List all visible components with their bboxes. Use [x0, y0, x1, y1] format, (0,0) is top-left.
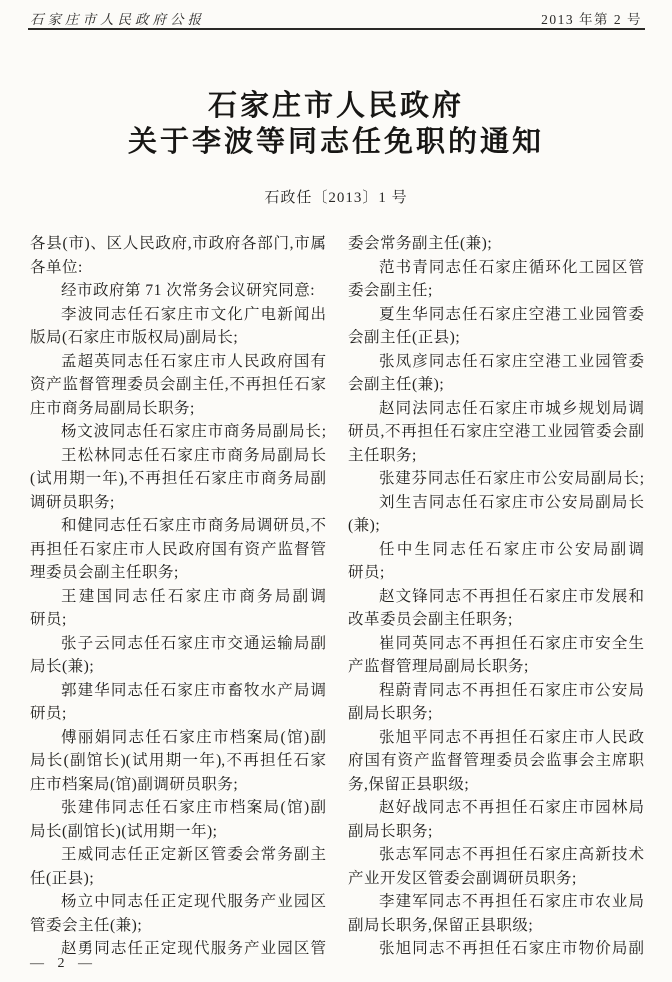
text-line: 李建军同志不再担任石家庄市农业局 — [379, 893, 644, 910]
text-line: 各县(市)、区人民政府,市政府各部门,市属 — [30, 235, 326, 252]
issue-number: 2013 年第 2 号 — [541, 12, 642, 27]
text-line: 赵好战同志不再担任石家庄市园林局 — [379, 799, 644, 816]
running-header — [30, 8, 642, 28]
text-line: 刘生吉同志任石家庄市公安局副局长 — [379, 493, 644, 511]
text-line: 赵文锋同志不再担任石家庄市发展和 — [379, 587, 644, 605]
text-line: 副局长职务; — [348, 705, 433, 722]
text-line: 研员; — [30, 705, 67, 722]
text-line: (兼); — [348, 517, 381, 534]
document-title-line2: 关于李波等同志任免职的通知 — [127, 126, 544, 158]
text-line: 局长(副馆长)(试用期一年),不再担任石家 — [30, 752, 326, 769]
text-line: 各单位: — [30, 258, 83, 276]
text-line: 崔同英同志不再担任石家庄市安全生 — [379, 634, 644, 652]
text-line: 王建国同志任石家庄市商务局副调 — [61, 587, 326, 605]
text-line: 府国有资产监督管理委员会监事会主席职 — [348, 752, 644, 769]
text-line: 理委员会副主任职务; — [30, 564, 179, 581]
publication-name: 石家庄市人民政府公报 — [30, 12, 205, 27]
text-line: 研员; — [30, 611, 67, 628]
text-line: 庄市商务局副局长职务; — [30, 399, 195, 417]
text-line: 管委会主任(兼); — [30, 916, 143, 934]
text-line: 赵同法同志任石家庄市城乡规划局调 — [379, 399, 644, 417]
page-number: — 2 — — [30, 956, 97, 971]
text-line: 范书青同志任石家庄循环化工园区管 — [379, 258, 644, 276]
left-column — [30, 232, 326, 961]
text-line: 版局(石家庄市版权局)副局长; — [30, 329, 239, 346]
text-line: 张建芬同志任石家庄市公安局副局长; — [379, 470, 644, 487]
text-line: 会副主任(兼); — [348, 376, 445, 393]
text-line: 和健同志任石家庄市商务局调研员,不 — [61, 517, 326, 534]
text-line: 资产监督管理委员会副主任,不再担任石家 — [30, 376, 326, 393]
text-line: 产监督管理局副局长职务; — [348, 658, 529, 675]
text-line: 赵勇同志任正定现代服务产业园区管 — [61, 940, 326, 957]
text-line: 傅丽娟同志任石家庄市档案局(馆)副 — [61, 728, 326, 746]
text-line: 任(正县); — [30, 869, 95, 887]
text-line: 局长(兼); — [30, 658, 95, 675]
text-line: 杨文波同志任石家庄市商务局副局长; — [61, 423, 326, 440]
text-line: 张凤彦同志任石家庄空港工业园管委 — [379, 352, 644, 370]
text-line: 张旭平同志不再担任石家庄市人民政 — [379, 728, 644, 746]
text-line: 委会常务副主任(兼); — [348, 235, 493, 252]
text-line: 调研员职务; — [30, 493, 115, 511]
text-line: 张志军同志不再担任石家庄高新技术 — [379, 846, 644, 863]
text-line: (试用期一年),不再担任石家庄市商务局副 — [30, 470, 326, 487]
text-line: 孟超英同志任石家庄市人民政府国有 — [61, 352, 326, 370]
text-line: 张旭同志不再担任石家庄市物价局副 — [379, 940, 644, 957]
text-line: 任中生同志任石家庄市公安局副调 — [379, 540, 644, 558]
text-line: 委会副主任; — [348, 282, 433, 299]
text-line: 庄市档案局(馆)副调研员职务; — [30, 775, 239, 793]
document-title — [0, 88, 672, 160]
text-line: 再担任石家庄市人民政府国有资产监督管 — [30, 540, 326, 558]
text-line: 主任职务; — [348, 446, 417, 464]
text-line: 局长(副馆长)(试用期一年); — [30, 822, 218, 840]
document-title-line1: 石家庄市人民政府 — [207, 90, 464, 122]
right-column — [348, 232, 644, 961]
text-line: 张建伟同志任石家庄市档案局(馆)副 — [61, 799, 326, 816]
body-columns — [30, 232, 644, 961]
text-line: 经市政府第 71 次常务会议研究同意: — [61, 282, 316, 299]
text-line: 郭建华同志任石家庄市畜牧水产局调 — [61, 681, 326, 699]
text-line: 夏生华同志任石家庄空港工业园管委 — [379, 305, 644, 323]
text-line: 产业开发区管委会副调研员职务; — [348, 869, 577, 887]
text-line: 务,保留正县职级; — [348, 775, 470, 793]
text-line: 张子云同志任石家庄市交通运输局副 — [61, 634, 326, 652]
text-line: 改革委员会副主任职务; — [348, 611, 513, 628]
text-line: 杨立中同志任正定现代服务产业园区 — [61, 893, 326, 910]
text-line: 会副主任(正县); — [348, 329, 461, 346]
document-number: 石政任〔2013〕1 号 — [264, 190, 408, 206]
header-rule — [28, 28, 645, 30]
text-line: 副局长职务,保留正县职级; — [348, 916, 534, 934]
text-line: 研员,不再担任石家庄空港工业园管委会副 — [348, 423, 644, 440]
text-line: 研员; — [348, 564, 385, 581]
text-line: 王威同志任正定新区管委会常务副主 — [61, 846, 326, 863]
text-line: 副局长职务; — [348, 822, 433, 840]
text-line: 程蔚青同志不再担任石家庄市公安局 — [379, 681, 644, 699]
text-line: 王松林同志任石家庄市商务局副局长 — [61, 446, 326, 464]
text-line: 李波同志任石家庄市文化广电新闻出 — [61, 305, 326, 323]
